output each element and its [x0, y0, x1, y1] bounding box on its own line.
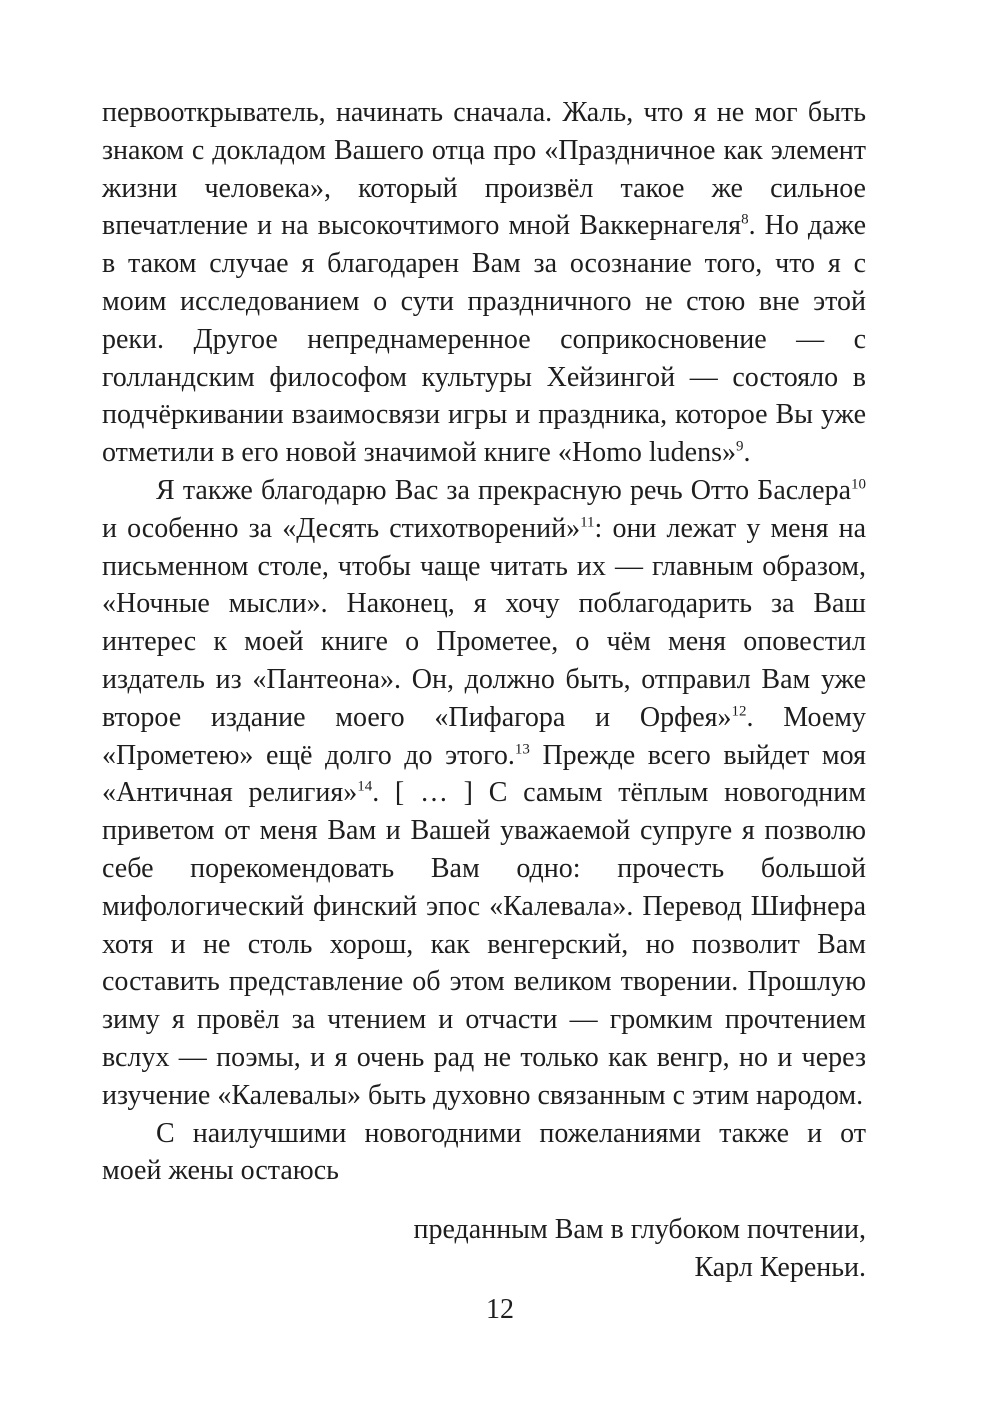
letter-body: [102, 94, 866, 1190]
letter-signature: [102, 1211, 866, 1287]
paragraph-text: Прежде всего выйдет моя «Античная религия»: [102, 739, 866, 809]
footnote-marker-8: 8: [741, 212, 749, 229]
footnote-marker-12: 12: [731, 703, 747, 720]
signature-name: Карл Кереньи.: [694, 1251, 866, 1283]
paragraph-text: . Моему «Прометею» ещё долго до этого.: [102, 701, 866, 771]
paragraph-text: первооткрыватель, начинать сначала. Жаль, что я не мог быть знаком с докладом Вашего отца про «Праздничное как элемент жизни человека», который произвёл такое же сильное впечатление и на высокочтимого мной Ваккернагеля: [102, 97, 866, 242]
paragraph-1: [102, 94, 866, 472]
footnote-marker-14: 14: [357, 779, 373, 796]
paragraph-text: Я также благодарю Вас за прекрасную речь Отто Баслера: [156, 474, 851, 506]
paragraph-3: [102, 1115, 866, 1191]
paragraph-2: [102, 472, 866, 1115]
footnote-marker-13: 13: [514, 741, 530, 758]
paragraph-text: . [ … ] С самым тёплым новогодним приветом от меня Вам и Вашей уважаемой супруге я позволю себе порекомендовать Вам одно: прочесть большой мифологический финский эпос «Калевала». Перевод Шифнера хотя и не столь хорош, как венгерский, но позволит Вам составить представление об этом великом творении. Прошлую зиму я провёл за чтением и отчасти — громким прочтением вслух — поэмы, и я очень рад не только как венгр, но и через изучение «Калевалы» быть духовно связанным с этим народом.: [102, 777, 866, 1111]
paragraph-text: : они лежат у меня на письменном столе, чтобы чаще читать их — главным образом, «Ночные мысли». Наконец, я хочу поблагодарить за Ваш интерес к моей книге о Прометее, о чём меня оповестил издатель из «Пантеона». Он, должно быть, отправил Вам уже второе издание моего «Пифагора и Орфея»: [102, 512, 867, 733]
paragraph-text: С наилучшими новогодними пожеланиями также и от моей жены остаюсь: [102, 1117, 866, 1187]
footnote-marker-10: 10: [851, 476, 866, 493]
closing-phrase: преданным Вам в глубоком почтении,: [413, 1214, 866, 1245]
page-number: 12: [486, 1294, 514, 1325]
footnote-marker-11: 11: [580, 514, 595, 531]
footnote-marker-9: 9: [735, 438, 744, 455]
paragraph-text: . Но даже в таком случае я благодарен Вам за осознание того, что я с моим исследованием о сути праздничного не стою вне этой реки. Другое непреднамеренное соприкосновение — с голландским философом культуры Хейзингой — состояло в подчёркивании взаимосвязи игры и праздника, которое Вы уже отметили в его новой значимой книге «Homo ludens»: [102, 210, 866, 469]
paragraph-text: .: [743, 437, 751, 469]
paragraph-text: и особенно за «Десять стихотворений»: [102, 512, 581, 544]
